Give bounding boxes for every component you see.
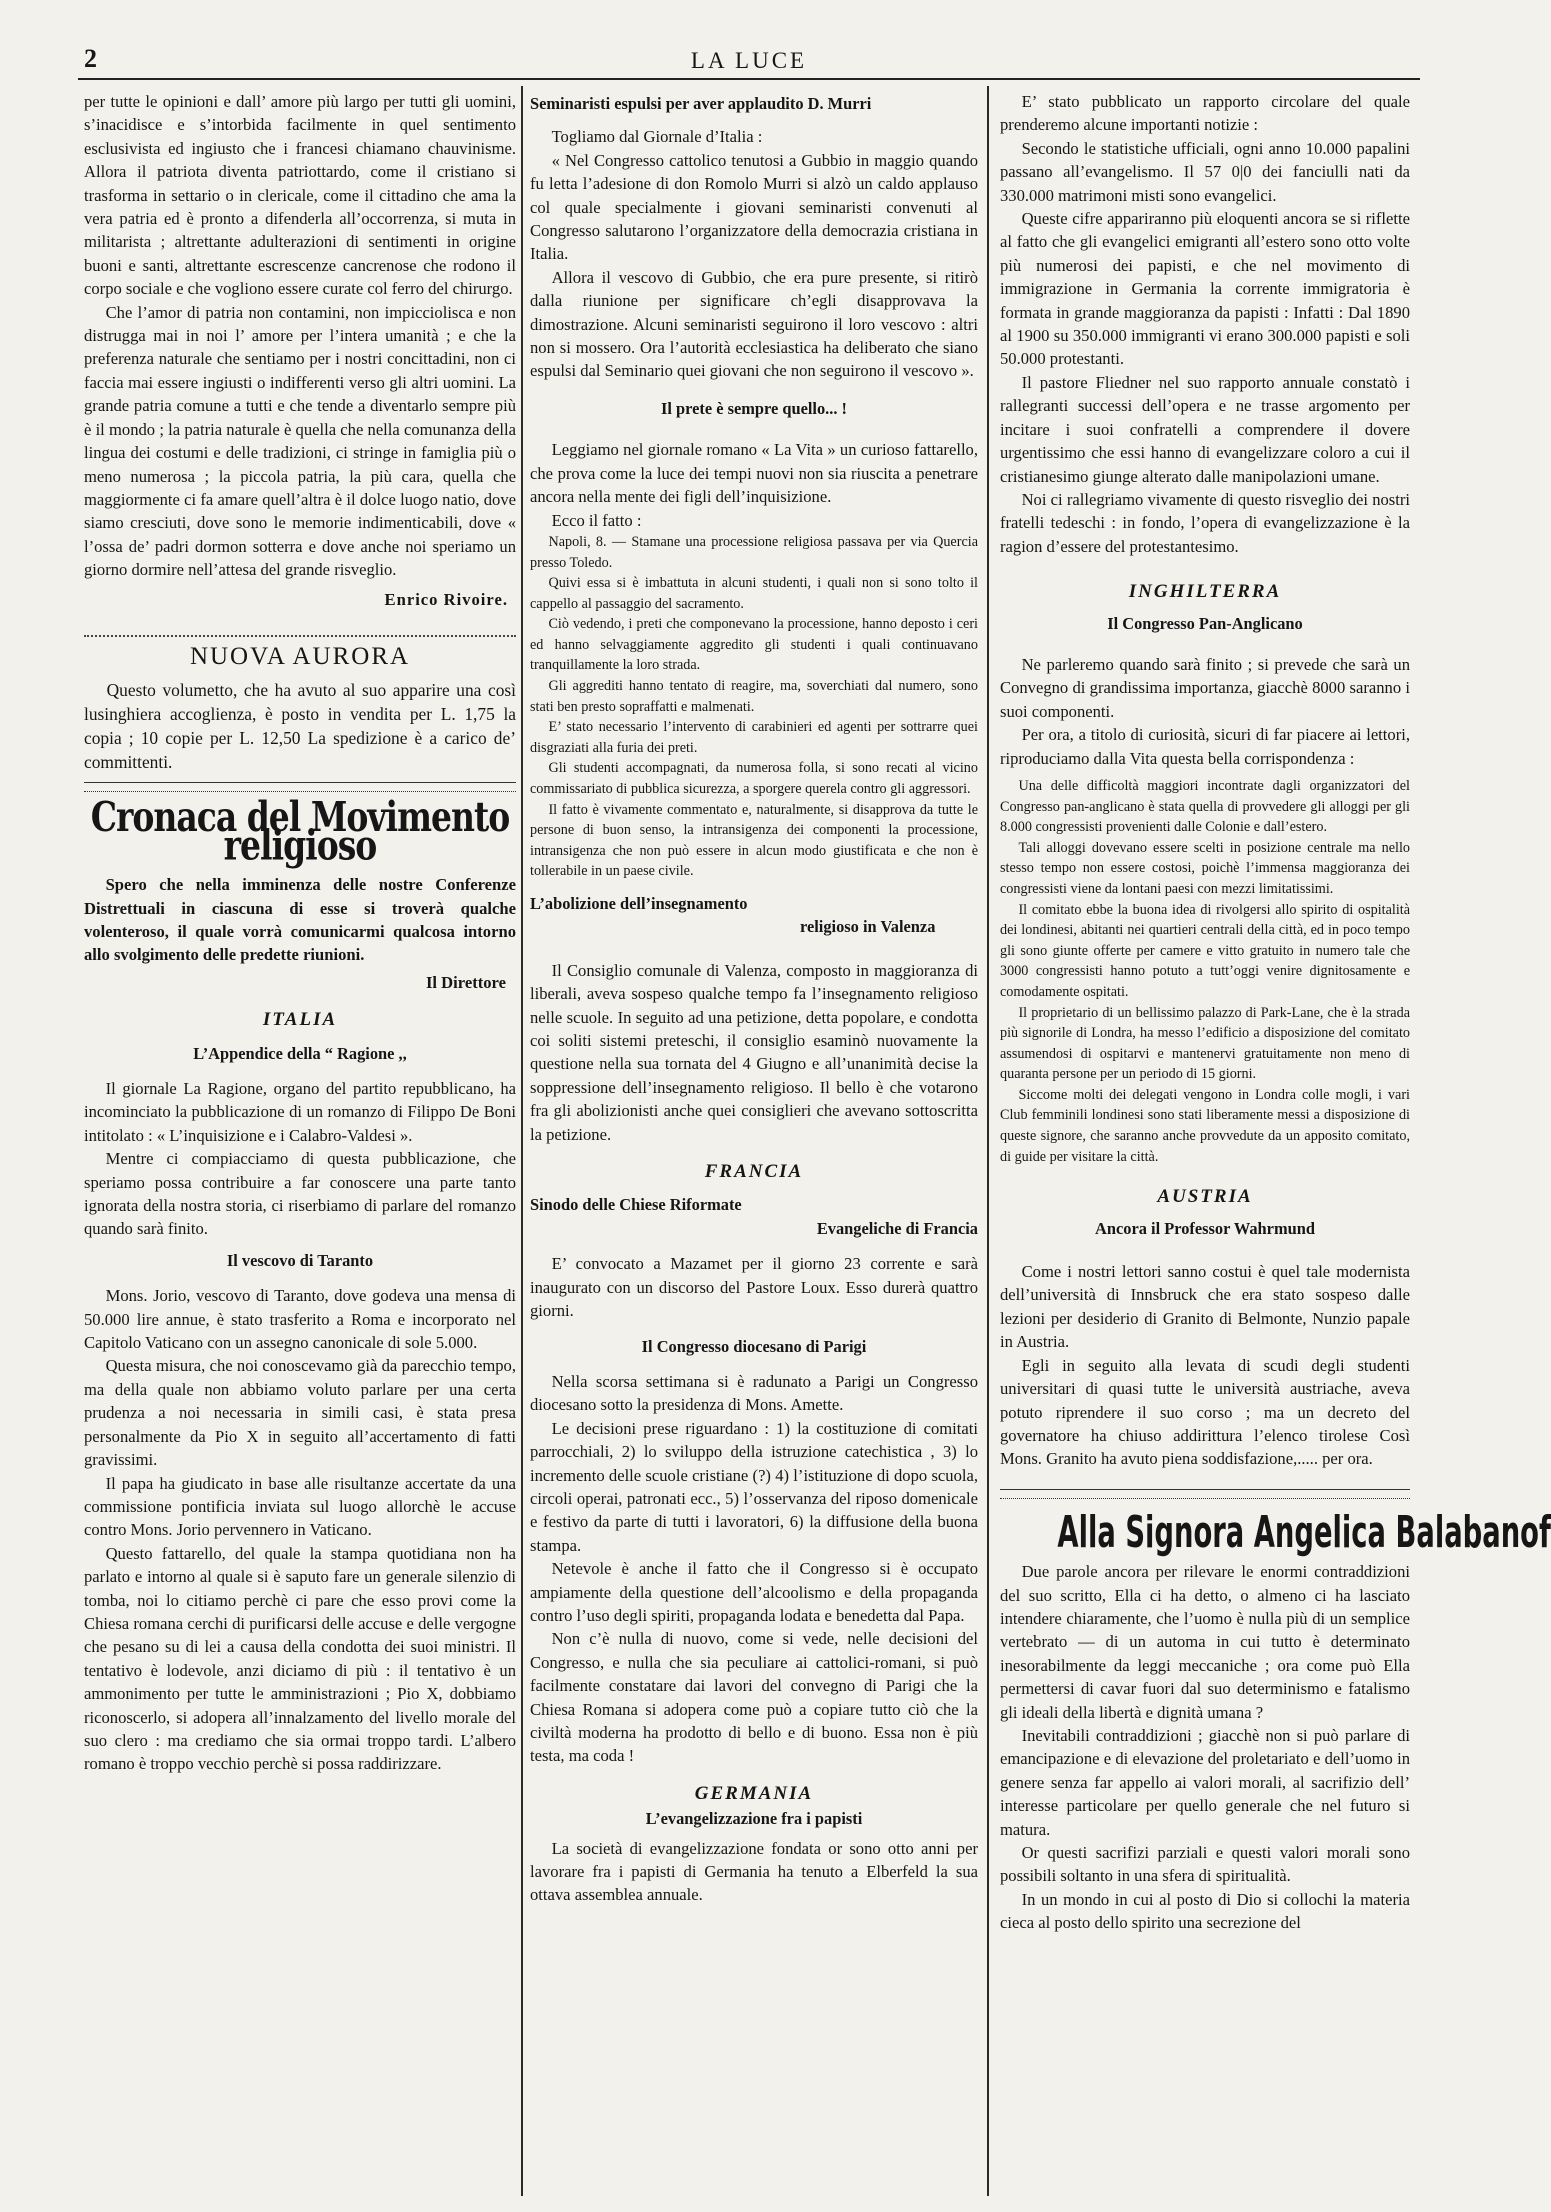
editor-note: Spero che nella imminenza delle nostre Conferenze Distrettuali in ciascuna di esse si troverà qualche volenteroso, il quale vorrà comunicarmi qualcosa intorno allo svolgimento delle predette riunioni. (84, 875, 516, 965)
article-paragraph: La società di evangelizzazione fondata or sono otto anni per lavorare fra i papisti di Germania ha tenuto a Elberfeld la sua ottava assemblea annuale. (530, 1838, 978, 1905)
report-paragraph: Siccome molti dei delegati vengono in Londra colle mogli, i vari Club femminili londinesi sono stati liberamente messi a disposizione di queste signore, che saranno anche provvedute da un apposito comitato, di guide per visitare la città. (1000, 1086, 1410, 1165)
article-paragraph: Togliamo dal Giornale d’Italia : (551, 127, 763, 147)
article-paragraph: Ecco il fatto : (551, 510, 642, 530)
article-paragraph: E’ convocato a Mazamet per il giorno 23 corrente e sarà inaugurato con un discorso del Pastore Loux. Esso durerà quattro giorni. (530, 1254, 978, 1321)
section-title: NUOVA AURORA (189, 642, 411, 670)
article-paragraph: Il Consiglio comunale di Valenza, composto in maggioranza di liberali, aveva sospeso qualche tempo fa l’insegnamento religioso nelle scuole. In seguito ad una petizione, detta popolare, e condotta coi soliti sistemi preteschi, il consiglio esaminò nuovamente la questione nella sua tornata del 4 Giugno e all’unanimità decise la soppressione dell’insegnamento religioso. Il bello è che votarono fra gli abolizionisti anche quei consiglieri che avevano sottoscritta la petizione. (530, 960, 978, 1144)
article-paragraph: Inevitabili contraddizioni ; giacchè non si può parlare di emancipazione e di elevazione del proletariato e dell’uomo in genere senza far appello ai valori morali, al sacrifizio dell’ interesse particolare per quello generale che nel futuro si matura. (1000, 1725, 1410, 1839)
quoted-report (1000, 776, 1410, 1167)
report-paragraph: Una delle difficoltà maggiori incontrate dagli organizzatori del Congresso pan-anglicano è stata quella di provvedere gli alloggi per gli 8.000 congressisti provenienti dalle Colonie e dall’estero. (1000, 777, 1410, 836)
report-paragraph: Ciò vedendo, i preti che componevano la processione, hanno deposto i ceri ed hanno selvaggiamente aggredito gli studenti i quali continuavano tranquillamente la loro strada. (530, 616, 978, 674)
column-rule (987, 86, 989, 2196)
article-paragraph: Che l’amor di patria non contamini, non impiccioliscа e non distrugga mai in noi l’ amore per l’intera umanità ; e che la preferenza naturale che sentiamo per i nostri concittadini, non ci faccia mai essere ingiusti o indifferenti verso gli altri uomini. La grande patria comune a tutti e che tende a diventarlo sempre più è il mondo ; la patria naturale è quella che nella comunanza della lingua dei costumi e delle tradizioni, ci stringe in famiglia più o meno numerosa ; la piccola patria, la più cara, quella che maggiormente ci fa amare quell’altra è il dolce luogo natio, dove siamo cresciuti, dove sono le memorie indimenticabili, dove « l’ossa de’ padri dormon sotterra e dove anche noi speriamo un giorno dormire nell’attesa del grande risveglio. (84, 302, 516, 580)
report-paragraph: Gli aggrediti hanno tentato di reagire, ma, soverchiati dal numero, sono stati ben presto sopraffatti e malmenati. (530, 678, 978, 715)
article-title: Il Congresso Pan-Anglicano (1107, 613, 1303, 633)
article-title: Ancora il Professor Wahrmund (1095, 1218, 1315, 1238)
report-paragraph: Gli studenti accompagnati, da numerosa folla, si sono recati al vicino commissariato di pubblica sicurezza, a sporgere querela contro gli aggressori. (530, 760, 978, 798)
article-paragraph: Due parole ancora per rilevare le enormi contraddizioni del suo scritto, Ella ci ha detto, o almeno ci ha lasciato intendere chiaramente, che l’uomo è nulla più di un semplice vertebrato — di un automa in cui tutto è determinato inesorabilmente da leggi meccaniche ; ora come può Ella permettersi di cavar fuori dal suo determinismo e fatalismo gli ideali della libertà e dignità umana ? (1000, 1562, 1410, 1722)
article-paragraph: Secondo le statistiche ufficiali, ogni anno 10.000 papalini passano all’evangelismo. Il 57 0|0 dei fanciulli nati da 330.000 matrimoni misti sono evangelici. (1000, 138, 1410, 205)
section-title: Cronaca del Movimento religioso (90, 792, 510, 871)
article-paragraph: Le decisioni prese riguardano : 1) la costituzione di comitati parrocchiali, 2) lo sviluppo della istruzione catechistica , 3) lo incremento delle scuole cristiane (?) 4) l’istituzione di dopo scuola, circoli operai, patronati ecc., 5) l’osservanza del riposo domenicale e festivo da parte di tutti i lavoratori, 6) la diffusione della buona stampa. (530, 1418, 978, 1555)
divider (84, 621, 516, 637)
country-heading: AUSTRIA (1157, 1186, 1253, 1208)
article-title: Il prete è sempre quello... ! (660, 398, 848, 418)
signature: Enrico Rivoire. (384, 589, 508, 609)
report-paragraph: Tali alloggi dovevano essere scelti in posizione centrale ma nello stesso tempo non essere costosi, poichè l’immensa maggioranza dei congressisti viene da lontani paesi con mezzi limitatissimi. (1000, 839, 1410, 897)
article-title: Il vescovo di Taranto (226, 1250, 374, 1270)
country-heading: GERMANIA (694, 1782, 814, 1804)
article-paragraph: Or questi sacrifizi parziali e questi valori morali sono possibili soltanto in una sfera di spiritualità. (1000, 1843, 1410, 1886)
page-header (78, 44, 1420, 80)
article-paragraph: Mentre ci compiacciamo di questa pubblicazione, che speriamo possa contribuire a far conoscere una parte tanto ignorata della nostra storia, ci riserbiamo di parlare del romanzo quando sarà finito. (84, 1149, 516, 1239)
article-title: Il Congresso diocesano di Parigi (641, 1336, 867, 1356)
quoted-report (530, 532, 978, 882)
article-title: Seminaristi espulsi per aver applaudito D. Murri (530, 94, 872, 113)
article-paragraph: Mons. Jorio, vescovo di Taranto, dove godeva una mensa di 50.000 lire annue, è stato trasferito a Roma e incorporato nel Capitolo Vaticano con un assegno canonicale di sole 5.000. (84, 1286, 516, 1353)
article-paragraph: per tutte le opinioni e dall’ amore più largo per tutti gli uomini, s’inacidisce e s’intorbida facilmente in quel sentimento esclusivista ed ingiusto che i francesi chiamano chauvinisme. Allora il patriota diventa patriottardo, come il cristiano si trasforma in settario o in clericale, come il cittadino che ama la vera patria ed è pronto a difenderla all’occorrenza, si muta in militarista ; altrettante adulterazioni di sentimenti in origine buoni e santi, altrettante escrescenze cancrenose che rodono il corpo sociale e che vogliono essere curate col ferro del chirurgo. (84, 92, 516, 299)
report-paragraph: Quivi essa si è imbattuta in alcuni studenti, i quali non si sono tolto il cappello al passaggio del sacramento. (530, 575, 978, 612)
signature: Il Direttore (425, 972, 506, 992)
article-paragraph: Allora il vescovo di Gubbio, che era pure presente, si ritirò dalla riunione per significare ch’egli disapprovava la dimostrazione. Alcuni seminaristi seguirono il loro vescovo : altri non si mossero. Ora l’autorità ecclesiastica ha deliberato che siano espulsi dal Seminario quei giovani che non seguirono il vescovo ». (530, 267, 978, 381)
divider (1000, 1489, 1410, 1499)
article-paragraph: Noi ci rallegriamo vivamente di questo risveglio dei nostri fratelli tedeschi : in fondo, l’opera di evangelizzazione è la ragion d’essere del protestantesimo. (1000, 489, 1410, 556)
article-title-line: L’abolizione dell’insegnamento (530, 894, 748, 913)
article-paragraph: Il papa ha giudicato in base alle risultanze accertate da una commissione pontificia inviata sul luogo allorchè le accuse contro Mons. Jorio pervennero in Vaticano. (84, 1473, 516, 1540)
article-paragraph: Leggiamo nel giornale romano « La Vita » un curioso fattarello, che prova come la luce dei tempi nuovi non sia riuscita a penetrare ancora nella mente dei figli dell’inquisizione. (530, 440, 978, 507)
article-paragraph: Netevole è anche il fatto che il Congresso si è occupato ampiamente della questione dell’alcoolismo e della propaganda contro l’uso degli spiriti, propaganda lodata e benedetta dal Papa. (530, 1559, 978, 1625)
country-heading: ITALIA (262, 1009, 338, 1031)
report-paragraph: Napoli, 8. — Stamane una processione religiosa passava per via Quercia presso Toledo. (530, 533, 978, 571)
article-paragraph: E’ stato pubblicato un rapporto circolare del quale prenderemo alcune importanti notizie : (1000, 92, 1410, 135)
article-paragraph: « Nel Congresso cattolico tenutosi a Gubbio in maggio quando fu letta l’adesione di don Romolo Murri si alzò un caldo applauso col quale specialmente i giovani seminaristi convenuti al Congresso salutarono l’organizzatore della democrazia cristiana in Italia. (530, 150, 978, 264)
report-paragraph: Il comitato ebbe la buona idea di rivolgersi allo spirito di ospitalità dei londinesi, abitanti nei quartieri centrali della città, ed in poco tempo gli sono giunte offerte per camere e vitto gratuito in numero tale che 3000 congressisti hanno potuto a tutt’oggi venire dignitosamente e comodamente ospitati. (1000, 901, 1410, 1000)
article-paragraph: Per ora, a titolo di curiosità, sicuri di far piacere ai lettori, riproduciamo dalla Vita questa bella corrispondenza : (1000, 725, 1410, 768)
article-paragraph: Queste cifre appariranno più eloquenti ancora se si riflette al fatto che gli evangelici emigranti all’estero sono otto volte più numerosi dei papisti, e che nel movimento di immigrazione in Germania la corrente immigratoria è formata in grande maggioranza da papisti : Infatti : Dal 1890 al 1900 su 350.000 immigranti vi erano 300.000 papisti e soli 50.000 protestanti. (1000, 209, 1410, 369)
article-paragraph: Il pastore Fliedner nel suo rapporto annuale constatò i rallegranti successi dell’opera e ne trasse argomento per incitare i suoi confratelli a comprendere il dovere urgentissimo che essi hanno di evangelizzare coloro a cui il cristianesimo giunge alterato dalle manipolazioni umane. (1000, 372, 1410, 486)
masthead: LA LUCE (690, 48, 808, 73)
article-paragraph: Egli in seguito alla levata di scudi degli studenti universitari di quasi tutte le università austriache, aveva potuto riprendere il suo corso ; ma un decreto del governatore ha chiuso addirittura l’elenco tirolese Così Mons. Granito ha avuto piena soddisfazione,..... per ora. (1000, 1355, 1410, 1469)
article-paragraph: Questa misura, che noi conoscevamo già da parecchio tempo, ma della quale non abbiamo voluto parlare per una certa prudenza a noi necessaria in simili casi, è stata presa personalmente da Pio X in seguito all’accertamento di fatti gravissimi. (84, 1356, 516, 1470)
article-paragraph: Nella scorsa settimana si è radunato a Parigi un Congresso diocesano sotto la presidenza di Mons. Amette. (530, 1371, 978, 1415)
article-title: L’Appendice della “ Ragione ,, (193, 1043, 407, 1063)
country-heading: INGHILTERRA (1128, 581, 1282, 603)
column-middle (530, 90, 978, 1907)
country-heading: FRANCIA (704, 1161, 804, 1183)
article-title-line: religioso in Valenza (800, 917, 936, 937)
article-paragraph: Il giornale La Ragione, organo del partito repubblicano, ha incominciato la pubblicazione di un romanzo di Filippo De Boni intitolato : « L’inquisizione e i Calabro-Valdesi ». (84, 1079, 516, 1145)
column-left (84, 90, 516, 1776)
report-paragraph: Il fatto è vivamente commentato e, naturalmente, si disapprova da tutte le persone di buon senso, la intransigenza dei componenti la processione, intransigenza che non può essere in alcun modo giustificata e che non è tollerabile in un paese civile. (530, 801, 978, 880)
report-paragraph: E’ stato necessario l’intervento di carabinieri ed agenti per sottrarre quei disgraziati alla furia dei preti. (530, 719, 978, 756)
column-rule (521, 86, 523, 2196)
article-title (530, 892, 978, 915)
article-title-line: Evangeliche di Francia (816, 1218, 978, 1238)
report-paragraph: Il proprietario di un bellissimo palazzo di Park-Lane, che è la strada più signorile di Londra, ha messo l’edificio a disposizione del comitato assumendosi di ospitarvi e mantenervi gratuitamente non meno di quaranta persone per un periodo di 15 giorni. (1000, 1004, 1410, 1083)
article-paragraph: Ne parleremo quando sarà finito ; si prevede che sarà un Convegno di grandissima importanza, giacchè 8000 saranno i suoi componenti. (1000, 654, 1410, 721)
page-number: 2 (84, 44, 97, 73)
article-paragraph: In un mondo in cui al posto di Dio si collochi la materia cieca al posto dello spirito una secrezione del (1000, 1889, 1410, 1933)
article-paragraph: Questo fattarello, del quale la stampa quotidiana non ha parlato e intorno al quale si è saputo fare un generale silenzio di tomba, noi lo citiamo perchè ci pare che esso provi come la Chiesa romana cerchi di purificarsi delle accuse e delle vergogne che pesano su di lei a causa della condotta dei suoi ministri. Il tentativo è lodevole, anzi diciamo di più : il tentativo è un ammonimento per tutte le amministrazioni ; Pio X, dobbiamo riconoscerlo, si adopera all’innalzamento del livello morale del suo clero : ma crediamo che sia ormai troppo tardi. L’albero romano è troppo vecchio perchè si possa raddirizzare. (84, 1543, 516, 1774)
column-right (1000, 90, 1551, 1935)
article-title: L’evangelizzazione fra i papisti (645, 1809, 863, 1829)
divider (84, 782, 516, 792)
article-paragraph: Come i nostri lettori sanno costui è quel tale modernista dell’università di Innsbruck che era stato sospeso dalle lezioni per desiderio di Granito di Belmonte, Nunzio papale in Austria. (1000, 1262, 1410, 1352)
notice-text: Questo volumetto, che ha avuto al suo apparire una così lusinghiera accoglienza, è posto in vendita per L. 1,75 la copia ; 10 copie per L. 12,50 La spedizione è a carico de’ committenti. (84, 680, 516, 773)
article-paragraph: Non c’è nulla di nuovo, come si vede, nelle decisioni del Congresso, e nulla che sia peculiare ai cattolici-romani, si può facilmente constatare dai lavori del convegno di Parigi che la Chiesa Romana si adopera come può a copiare tutto ciò che la civiltà moderna ha prodotto di bello e di buono. Essa non è più testa, ma coda ! (530, 1629, 978, 1766)
section-title: Alla Signora Angelica Balabanof (1057, 1506, 1551, 1557)
article-title-line: Sinodo delle Chiese Riformate (530, 1195, 742, 1215)
